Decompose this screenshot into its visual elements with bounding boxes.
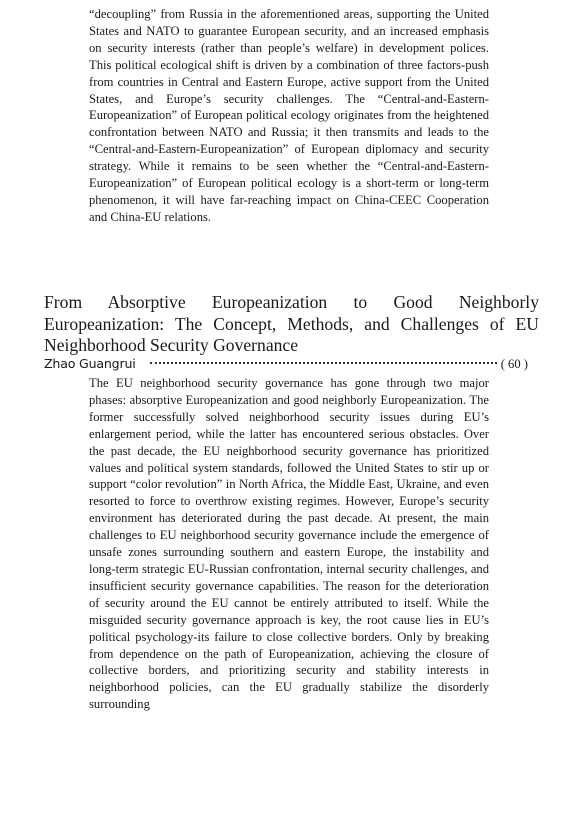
author-line [44,356,528,372]
author-name: Zhao Guangrui [44,356,136,371]
previous-article-abstract: “decoupling” from Russia in the aforementioned areas, supporting the United States and NATO to guarantee European security, and an increased emphasis on security interests (rather than people’s welfare) in development polices. This political ecological shift is driven by a combination of three factors-push from countries in Central and Eastern Europe, active support from the United States, and Europe’s security challenges. The “Central-and-Eastern-Europeanization” of European political ecology originates from the heightened confrontation between NATO and Russia; it then transmits and leads to the “Central-and-Eastern-Europeanization” of European diplomacy and security strategy. While it remains to be seen whether the “Central-and-Eastern-Europeanization” of European political ecology is a short-term or long-term phenomenon, it will have far-reaching impact on China-CEEC Cooperation and China-EU relations. [89,7,489,224]
article-abstract: The EU neighborhood security governance has gone through two major phases: absorptive Europeanization and good neighborly Europeanization. The former successfully solved neighborhood security issues during EU’s enlargement period, while the latter has encountered serious obstacles. Over the past decade, the EU neighborhood security governance has prioritized values and political system standards, followed the United States to stir up or support “color revolution” in North Africa, the Middle East, Ukraine, and even resorted to force to overthrow existing regimes. However, Europe’s security environment has deteriorated during the past decade. At present, the main challenges to EU neighborhood security governance include the emergence of unsafe zones surrounding southern and eastern Europe, the instability and long-term strategic EU-Russian confrontation, internal security challenges, and insufficient security governance capabilities. The reason for the deterioration of security around the EU cannot be entirely attributed to itself. While the misguided security governance approach is key, the root cause lies in EU’s political psychology-its failure to close collective borders. Only by breaking from dependence on the path of Europeanization, achieving the closure of collective borders, and prioritizing security and stability interests in neighborhood policies, can the EU gradually stabilize the disorderly surrounding [89,376,489,712]
dot-leader [150,362,497,364]
article-title: From Absorptive Europeanization to Good Neighborly Europeanization: The Concept, Methods, and Challenges of EU Neighborhood Security Governance [44,292,539,355]
page-number: ( 60 ) [500,357,528,371]
